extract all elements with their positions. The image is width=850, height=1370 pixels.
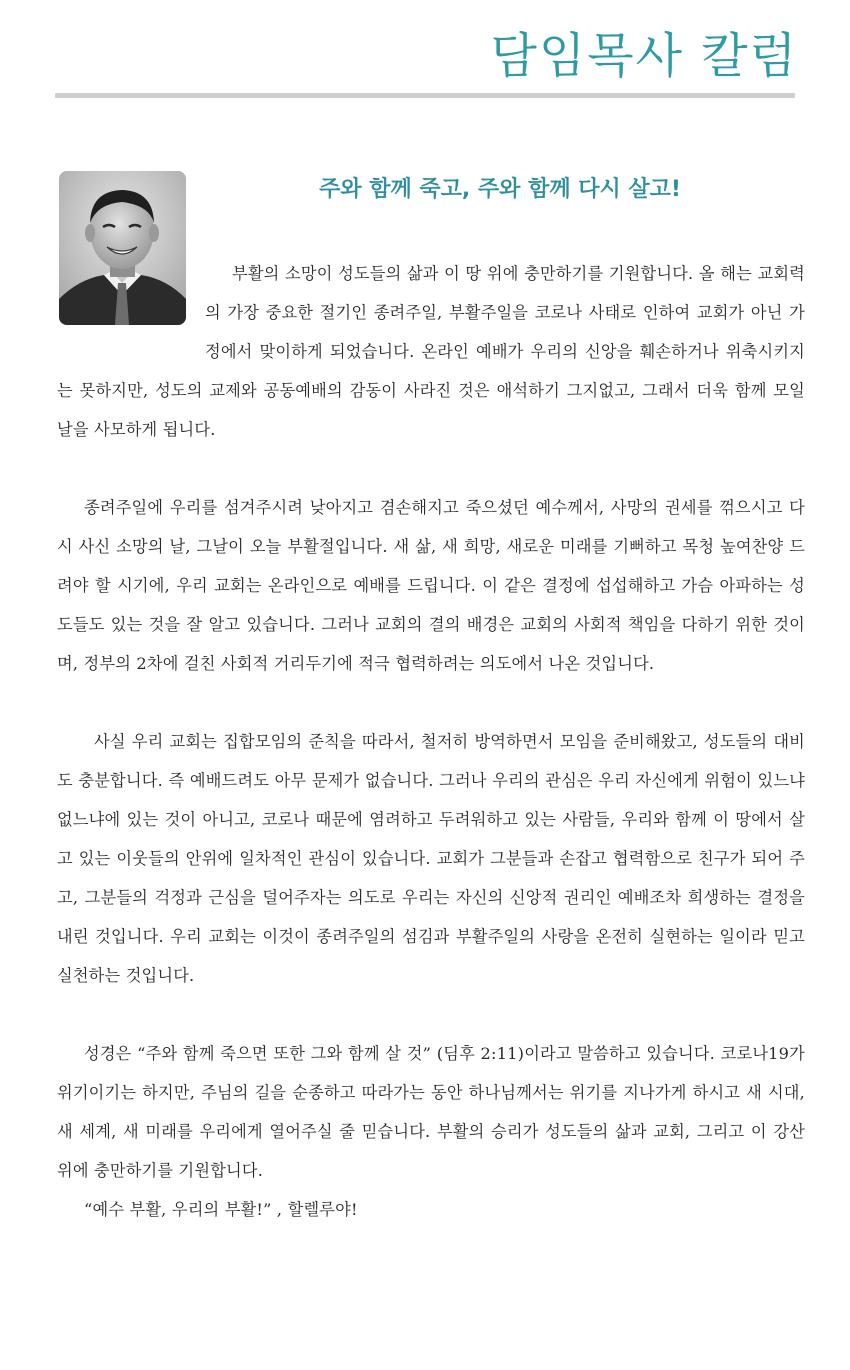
paragraph-1: 부활의 소망이 성도들의 삶과 이 땅 위에 충만하기를 기원합니다. 올 해는 교회력의 가장 중요한 절기인 종려주일, 부활주일을 코로나 사태로 인하여 교회가 아닌 가정에서 맞이하게 되었습니다. 온라인 예배가 우리의 신앙을 훼손하거나 위축시키지는 못하지만, 성도의 교제와 공동예배의 감동이 사라진 것은 애석하기 그지없고, 그래서 더욱 함께 모일 날을 사모하게 됩니다.: [57, 264, 805, 439]
article-body: [57, 254, 805, 1229]
section-title: 담임목사 칼럼: [490, 28, 798, 84]
paragraph-2: 종려주일에 우리를 섬겨주시려 낮아지고 겸손해지고 죽으셨던 예수께서, 사망의 권세를 꺾으시고 다시 사신 소망의 날, 그날이 오늘 부활절입니다. 새 삶, 새 희망, 새로운 미래를 기뻐하고 목청 높여찬양 드려야 할 시기에, 우리 교회는 온라인으로 예배를 드립니다. 이 같은 결정에 섭섭해하고 가슴 아파하는 성도들도 있는 것을 잘 알고 있습니다. 그러나 교회의 결의 배경은 교회의 사회적 책임을 다하기 위한 것이며, 정부의 2차에 걸친 사회적 거리두기에 적극 협력하려는 의도에서 나온 것입니다.: [57, 498, 805, 673]
article-title: 주와 함께 죽고, 주와 함께 다시 살고!: [319, 177, 681, 202]
paragraph-4: 성경은 “주와 함께 죽으면 또한 그와 함께 살 것” (딤후 2:11)이라고 말씀하고 있습니다. 코로나19가 위기이기는 하지만, 주님의 길을 순종하고 따라가는 동안 하나님께서는 위기를 지나가게 하시고 새 시대, 새 세계, 새 미래를 우리에게 열어주실 줄 믿습니다. 부활의 승리가 성도들의 삶과 교회, 그리고 이 강산 위에 충만하기를 기원합니다.: [57, 1044, 805, 1180]
closing-line: “예수 부활, 우리의 부활!” , 할렐루야!: [84, 1200, 358, 1219]
paragraph-3: 사실 우리 교회는 집합모임의 준칙을 따라서, 철저히 방역하면서 모임을 준비해왔고, 성도들의 대비도 충분합니다. 즉 예배드려도 아무 문제가 없습니다. 그러나 우리의 관심은 우리 자신에게 위험이 있느냐 없느냐에 있는 것이 아니고, 코로나 때문에 염려하고 두려워하고 있는 사람들, 우리와 함께 이 땅에서 살고 있는 이웃들의 안위에 일차적인 관심이 있습니다. 교회가 그분들과 손잡고 협력함으로 친구가 되어 주고, 그분들의 걱정과 근심을 덜어주자는 의도로 우리는 자신의 신앙적 권리인 예배조차 희생하는 결정을 내린 것입니다. 우리 교회는 이것이 종려주일의 섬김과 부활주일의 사랑을 온전히 실현하는 일이라 믿고 실천하는 것입니다.: [57, 732, 805, 985]
header-divider: [55, 93, 795, 98]
portrait-wrap-spacer: [57, 254, 205, 349]
